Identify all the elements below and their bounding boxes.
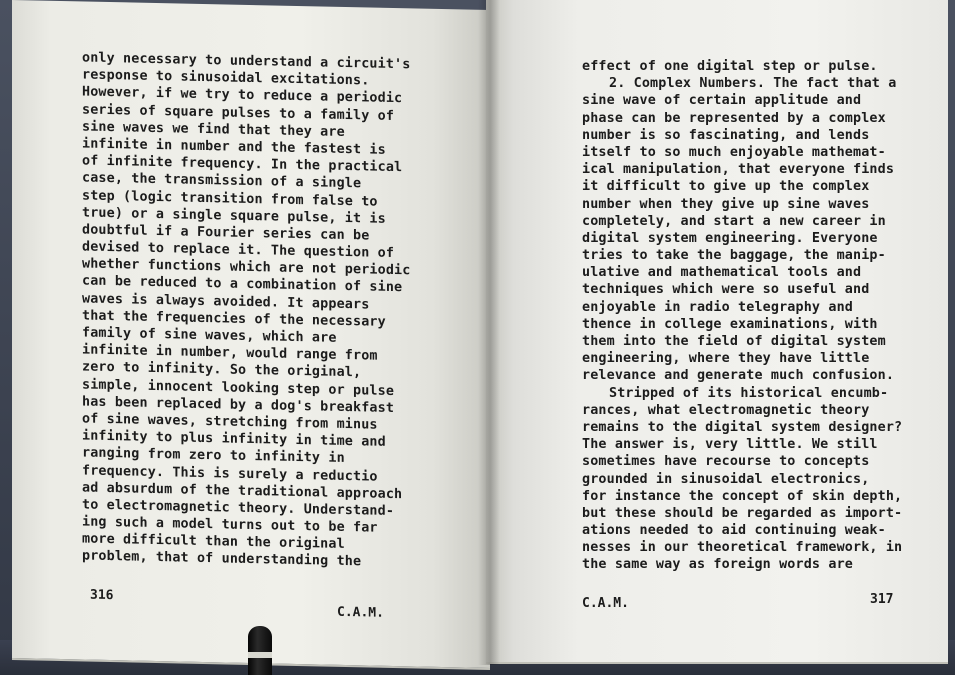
right-page-text-line: sine wave of certain applitude and [582,93,862,109]
right-page-text-line: ical manipulation, that everyone finds [582,162,895,178]
left-page-text-line: whether functions which are not periodic [82,256,411,279]
left-page-text-line: However, if we try to reduce a periodic [82,84,403,107]
right-page-text-line: number is so fascinating, and lends [582,127,870,143]
left-page-text-line: series of square pulses to a family of [82,102,395,124]
right-page-text-line: remains to the digital system designer? [582,419,903,435]
left-page-text-line: ing such a model turns out to be far [82,514,378,536]
left-page-text-line: that the frequencies of the necessary [82,308,386,330]
right-page-text-line: relevance and generate much confusion. [582,368,895,384]
left-page-number: 316 [90,587,114,604]
right-page-text-line: nesses in our theoretical framework, in [582,540,903,556]
right-page-text-line: Stripped of its historical encumb- [609,385,889,401]
right-page-text-line: the same way as foreign words are [582,557,853,573]
left-page-text-line: infinite in number, would range from [82,342,378,364]
right-page-text-line: effect of one digital step or pulse. [582,59,878,74]
left-page-body [82,49,410,572]
right-page-text-line: The answer is, very little. We still [582,437,878,453]
right-page-text-line: rances, what electromagnetic theory [582,402,870,418]
left-page-text-line: to electromagnetic theory. Understand- [82,497,395,519]
left-page-text-line: of infinite frequency. In the practical [82,153,403,176]
left-page-text-line: of sine waves, stretching from minus [82,411,378,433]
right-page-text-line: ations needed to aid continuing weak- [582,523,886,539]
left-page-text-line: ad absurdum of the traditional approach [82,480,403,502]
left-page-text-line: problem, that of understanding the [82,548,362,570]
bookmark-ribbon [248,626,272,675]
left-page-text-line: true) or a single square pulse, it is [82,205,386,227]
right-page-text-line: thence in college examinations, with [582,316,878,332]
right-page-text-line: number when they give up sine waves [582,196,870,212]
left-page-text-line: case, the transmission of a single [82,170,362,192]
right-page-text-line: techniques which were so useful and [582,282,870,298]
left-page-text-line: only necessary to understand a circuit's [82,50,411,73]
right-page-text-line: phase can be represented by a complex [582,110,886,126]
bookmark-band [248,652,272,658]
right-page-text-line: for instance the concept of skin depth, [582,488,903,504]
right-page-text-line: tries to take the baggage, the manip- [582,248,886,264]
right-page-text-line: it difficult to give up the complex [582,179,870,195]
left-page-footer: C.A.M. [337,604,384,621]
right-page-body [582,58,902,574]
right-page-text-line: 2. Complex Numbers. The fact that a [609,76,897,92]
book-gutter [478,0,500,665]
left-page-text-line: sine waves we find that they are [82,119,345,140]
left-page-text-line: more difficult than the original [82,531,345,553]
right-page-number: 317 [870,592,894,607]
right-page-text-line: digital system engineering. Everyone [582,230,878,246]
left-page-text-line: zero to infinity. So the original, [82,359,362,381]
left-page-text-line: waves is always avoided. It appears [82,291,370,313]
left-page-text-line: simple, innocent looking step or pulse [82,377,395,399]
left-page-text-line: ranging from zero to infinity in [82,445,345,467]
right-page-footer: C.A.M. [582,596,629,611]
left-page-text-line: infinity to plus infinity in time and [82,428,386,450]
right-page-text-line: sometimes have recourse to concepts [582,454,870,470]
right-page-text-line: completely, and start a new career in [582,213,886,229]
left-page-text-line: can be reduced to a combination of sine [82,273,403,296]
left-page-text-line: response to sinusoidal excitations. [82,67,370,89]
right-page-text-line: ulative and mathematical tools and [582,265,862,281]
left-page-text-line: frequency. This is surely a reductio [82,462,378,485]
right-page-text-line: them into the field of digital system [582,334,886,349]
left-page-text-line: infinite in number and the fastest is [82,136,386,158]
left-page-text-line: family of sine waves, which are [82,325,337,346]
left-page-text-line: has been replaced by a dog's breakfast [82,394,395,416]
left-page-text-line: step (logic transition from false to [82,187,378,210]
right-page-text-line: itself to so much enjoyable mathemat- [582,144,886,160]
left-page [12,0,490,670]
right-page-text-line: but these should be regarded as import- [582,505,903,521]
left-page-text-line: doubtful if a Fourier series can be [82,222,370,244]
right-page-text-line: engineering, where they have little [582,351,870,367]
right-page-text-line: enjoyable in radio telegraphy and [582,299,853,315]
left-page-text-line: devised to replace it. The question of [82,239,395,262]
right-page [486,0,948,664]
right-page-text-line: grounded in sinusoidal electronics, [582,471,870,487]
